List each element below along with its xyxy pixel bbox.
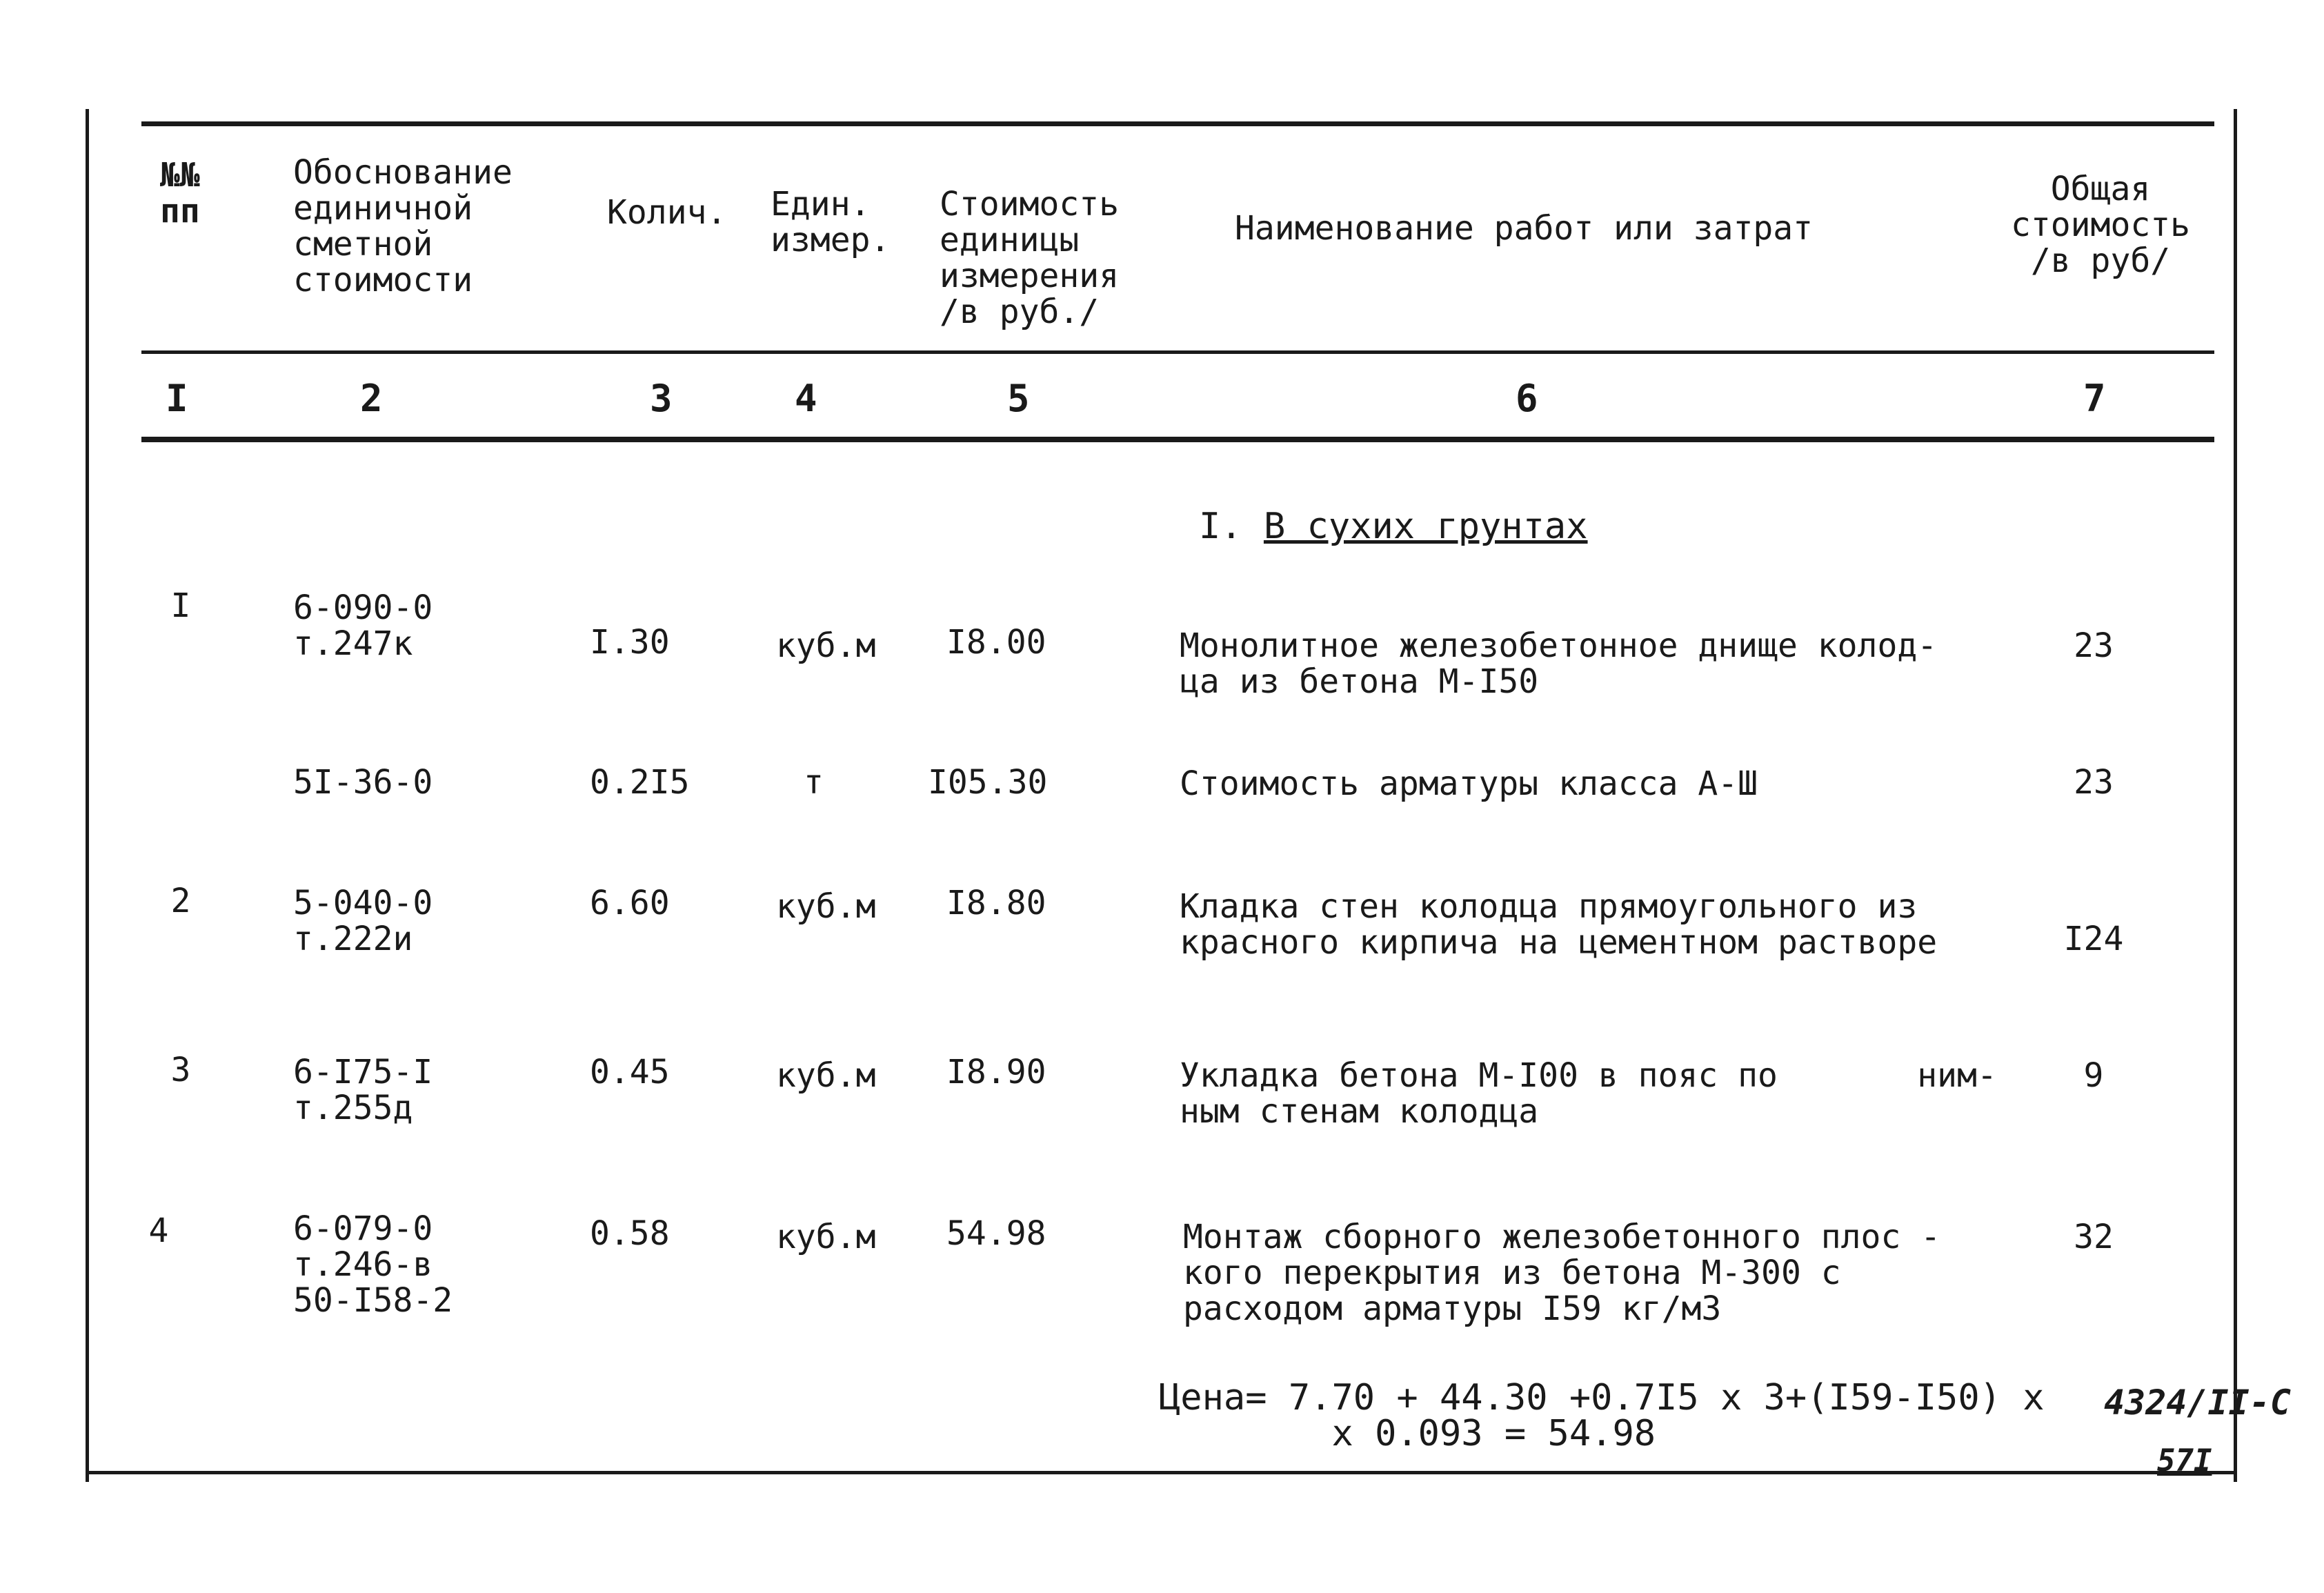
column-number-rule xyxy=(141,437,2214,442)
row-3-number: 2 xyxy=(170,882,191,920)
row-5-number: 4 xyxy=(148,1211,169,1250)
row-4-unit-cost: I8.90 xyxy=(946,1053,1046,1091)
column-number-7: 7 xyxy=(2083,377,2106,420)
header-total-cost: Общая стоимость /в руб/ xyxy=(2010,170,2191,280)
row-3-total: I24 xyxy=(2063,920,2124,958)
page-number: 57I xyxy=(2157,1443,2212,1478)
row-5-unit: куб.м xyxy=(776,1218,876,1256)
row-1-total: 23 xyxy=(2074,626,2114,665)
row-2-unit-cost: I05.30 xyxy=(928,763,1048,802)
table-top-rule xyxy=(141,121,2214,126)
document-stamp: 4324/II-С xyxy=(2104,1383,2291,1423)
row-1-unit-cost: I8.00 xyxy=(946,623,1046,662)
row-5-unit-cost: 54.98 xyxy=(946,1214,1046,1253)
row-4-total: 9 xyxy=(2083,1056,2104,1095)
header-unit-cost: Стоимость единицы измерения /в руб./ xyxy=(940,185,1120,331)
section-heading xyxy=(1199,506,1588,547)
header-quantity: Колич. xyxy=(607,193,727,232)
header-unit: Един. измер. xyxy=(771,185,891,259)
row-5-quantity: 0.58 xyxy=(590,1214,670,1253)
header-justification: Обоснование единичной сметной стоимости xyxy=(293,153,513,299)
row-2-description: Стоимость арматуры класса А-Ш xyxy=(1180,764,1758,803)
row-2-quantity: 0.2I5 xyxy=(590,763,690,802)
row-3-code: 5-040-0 т.222и xyxy=(293,884,433,958)
row-4-unit: куб.м xyxy=(776,1056,876,1095)
row-3-description: Кладка стен колодца прямоугольного из красного кирпича на цементном растворе xyxy=(1180,887,1938,962)
row-1-number: I xyxy=(170,586,191,625)
row-4-number: 3 xyxy=(170,1051,191,1089)
row-2-total: 23 xyxy=(2074,763,2114,802)
row-1-description: Монолитное железобетонное днище колод- ца из бетона М-I50 xyxy=(1180,626,1938,701)
row-4-description: Укладка бетона М-I00 в пояс по ним- ным стенам колодца xyxy=(1180,1056,1997,1131)
column-number-3: 3 xyxy=(650,377,673,420)
row-1-code: 6-090-0 т.247к xyxy=(293,588,433,663)
row-3-unit: куб.м xyxy=(776,887,876,926)
price-formula: Цена= 7.70 + 44.30 +0.7I5 x 3+(I59-I50) x x 0.093 = 54.98 xyxy=(1159,1377,2045,1454)
row-5-description: Монтаж сборного железобетонного плос - кого перекрытия из бетона М-300 с расходом арматуры I59 кг/м3 xyxy=(1183,1218,1941,1328)
row-4-code: 6-I75-I т.255д xyxy=(293,1053,433,1127)
row-5-total: 32 xyxy=(2074,1218,2114,1256)
row-4-quantity: 0.45 xyxy=(590,1053,670,1091)
header-work-name: Наименование работ или затрат xyxy=(1235,209,1814,248)
section-number: I. xyxy=(1199,506,1242,547)
row-2-code: 5I-36-0 xyxy=(293,763,433,802)
frame-right-border xyxy=(2234,109,2237,1482)
row-1-unit: куб.м xyxy=(776,626,876,665)
header-bottom-rule xyxy=(141,350,2214,354)
column-number-4: 4 xyxy=(795,377,817,420)
section-title: В сухих грунтах xyxy=(1263,506,1588,547)
row-5-code: 6-079-0 т.246-в 50-I58-2 xyxy=(293,1209,453,1320)
column-number-1: I xyxy=(166,377,188,420)
column-number-2: 2 xyxy=(360,377,383,420)
frame-left-border xyxy=(86,109,89,1482)
row-3-unit-cost: I8.80 xyxy=(946,884,1046,922)
column-number-6: 6 xyxy=(1516,377,1538,420)
header-row-number: №№ пп xyxy=(160,156,200,230)
row-1-quantity: I.30 xyxy=(590,623,670,662)
row-2-unit: т xyxy=(804,763,824,802)
row-3-quantity: 6.60 xyxy=(590,884,670,922)
frame-bottom-border xyxy=(86,1471,2237,1474)
column-number-5: 5 xyxy=(1007,377,1030,420)
